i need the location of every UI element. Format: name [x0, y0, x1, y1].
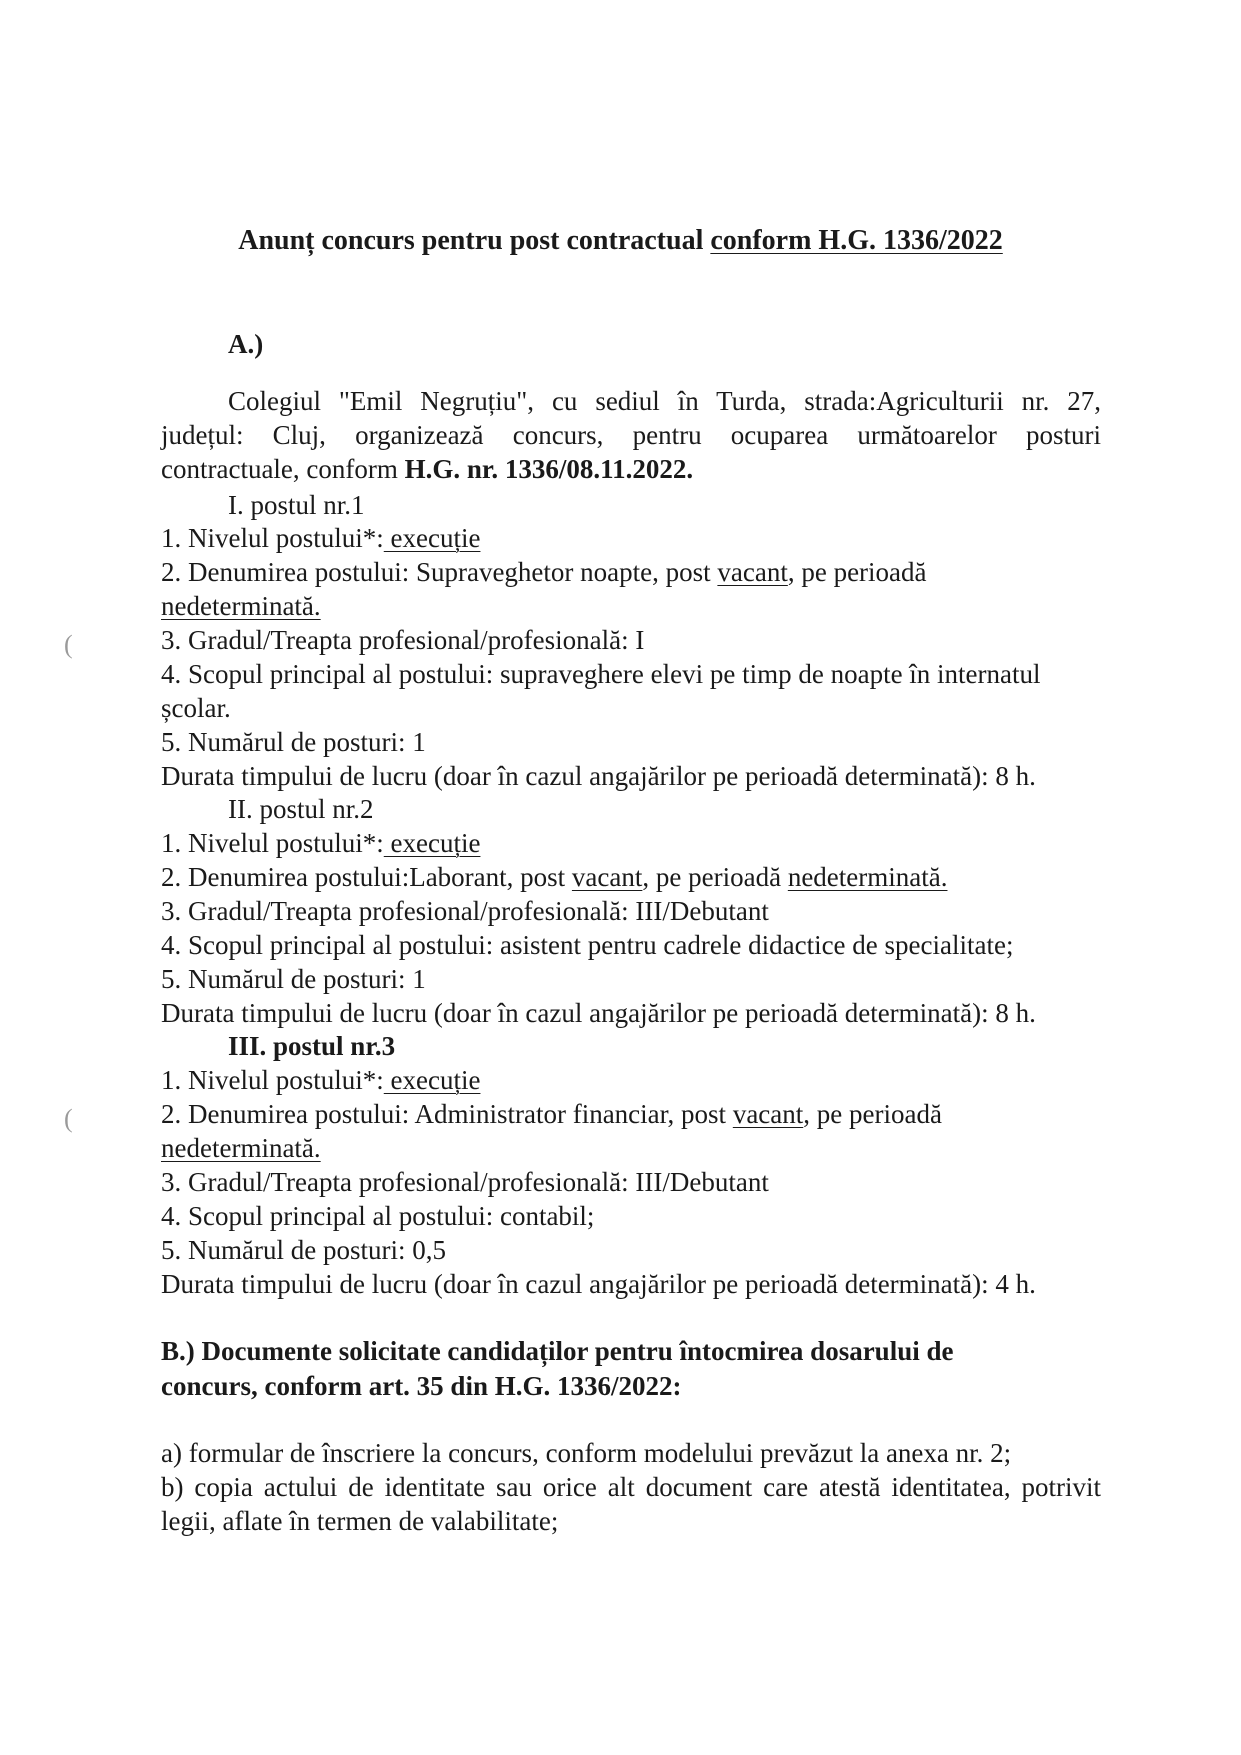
post-1-denumire — [161, 555, 927, 589]
post-3-grad: 3. Gradul/Treapta profesional/profesională: III/Debutant — [161, 1167, 769, 1197]
list-item-b-cont: legii, aflate în termen de valabilitate; — [161, 1506, 559, 1536]
post-2-nivel — [161, 826, 480, 860]
intro-line-3-text: contractuale, conform — [161, 454, 405, 484]
intro-line-1 — [228, 384, 1101, 418]
post-2-nivel-value: execuție — [383, 828, 481, 858]
post-2-nivel-label: 1. Nivelul postului*: — [161, 828, 384, 858]
list-item-a: a) formular de înscriere la concurs, conform modelului prevăzut la anexa nr. 2; — [161, 1438, 1012, 1468]
title-text: Anunț concurs pentru post contractual — [238, 225, 711, 256]
post-3-scop: 4. Scopul principal al postului: contabil; — [161, 1201, 595, 1231]
post-1-scop-cont: școlar. — [161, 693, 231, 723]
post-2-denumire — [161, 860, 947, 894]
intro-line-2 — [161, 418, 1101, 452]
post-3-denumire-text: 2. Denumirea postului: Administrator financiar, post — [161, 1099, 733, 1129]
page-title — [0, 224, 1241, 258]
section-a-label: A.) — [228, 329, 264, 359]
post-1-durata: Durata timpului de lucru (doar în cazul angajărilor pe perioadă determinată): 8 h. — [161, 761, 1036, 791]
post-1-heading: I. postul nr.1 — [228, 490, 365, 520]
post-2-perioada: nedeterminată. — [787, 862, 948, 892]
post-1-nivel-value: execuție — [383, 523, 481, 553]
post-2-scop: 4. Scopul principal al postului: asistent pentru cadrele didactice de specialitate; — [161, 930, 1014, 960]
post-2-denumire-text: 2. Denumirea postului:Laborant, post — [161, 862, 572, 892]
post-2-numar: 5. Numărul de posturi: 1 — [161, 964, 426, 994]
post-3-denumire — [161, 1097, 942, 1131]
post-3-durata: Durata timpului de lucru (doar în cazul angajărilor pe perioadă determinată): 4 h. — [161, 1269, 1036, 1299]
list-item-b — [161, 1470, 1101, 1504]
list-item-b-text: b) copia actului de identitate sau orice alt document care atestă identitatea, potrivit — [161, 1472, 1101, 1502]
post-1-denumire-middle: , pe perioadă — [787, 557, 927, 587]
post-2-durata: Durata timpului de lucru (doar în cazul angajărilor pe perioadă determinată): 8 h. — [161, 998, 1036, 1028]
post-1-vacant: vacant — [717, 557, 788, 587]
post-1-grad: 3. Gradul/Treapta profesional/profesională: I — [161, 625, 645, 655]
post-1-perioada: nedeterminată. — [161, 591, 321, 621]
intro-regulation: H.G. nr. 1336/08.11.2022. — [404, 454, 694, 484]
post-1-numar: 5. Numărul de posturi: 1 — [161, 727, 426, 757]
post-2-denumire-middle: , pe perioadă — [642, 862, 788, 892]
margin-mark: ( — [64, 630, 73, 659]
post-3-nivel — [161, 1063, 480, 1097]
section-b-heading: B.) Documente solicitate candidaților pentru întocmirea dosarului de — [161, 1336, 954, 1366]
post-2-vacant: vacant — [571, 862, 643, 892]
intro-line-1-text: Colegiul "Emil Negruțiu", cu sediul în Turda, strada:Agriculturii nr. 27, — [228, 386, 1101, 416]
post-2-heading: II. postul nr.2 — [228, 794, 374, 824]
post-1-scop: 4. Scopul principal al postului: supraveghere elevi pe timp de noapte în internatul — [161, 659, 1041, 689]
intro-line-2-text: județul: Cluj, organizează concurs, pentru ocuparea următoarelor posturi — [161, 420, 1101, 450]
intro-line-3 — [161, 452, 693, 486]
post-3-heading: III. postul nr.3 — [228, 1031, 396, 1061]
post-1-nivel-label: 1. Nivelul postului*: — [161, 523, 384, 553]
post-1-nivel — [161, 521, 480, 555]
margin-mark: ( — [64, 1104, 73, 1133]
post-1-denumire-text: 2. Denumirea postului: Supraveghetor noapte, post — [161, 557, 718, 587]
post-3-numar: 5. Numărul de posturi: 0,5 — [161, 1235, 446, 1265]
section-b-heading-cont: concurs, conform art. 35 din H.G. 1336/2022: — [161, 1371, 682, 1401]
post-3-perioada: nedeterminată. — [161, 1133, 321, 1163]
post-3-nivel-label: 1. Nivelul postului*: — [161, 1065, 384, 1095]
post-3-denumire-middle: , pe perioadă — [803, 1099, 942, 1129]
title-regulation: conform H.G. 1336/2022 — [710, 225, 1003, 256]
post-3-vacant: vacant — [732, 1099, 804, 1129]
post-3-nivel-value: execuție — [383, 1065, 481, 1095]
post-2-grad: 3. Gradul/Treapta profesional/profesională: III/Debutant — [161, 896, 769, 926]
